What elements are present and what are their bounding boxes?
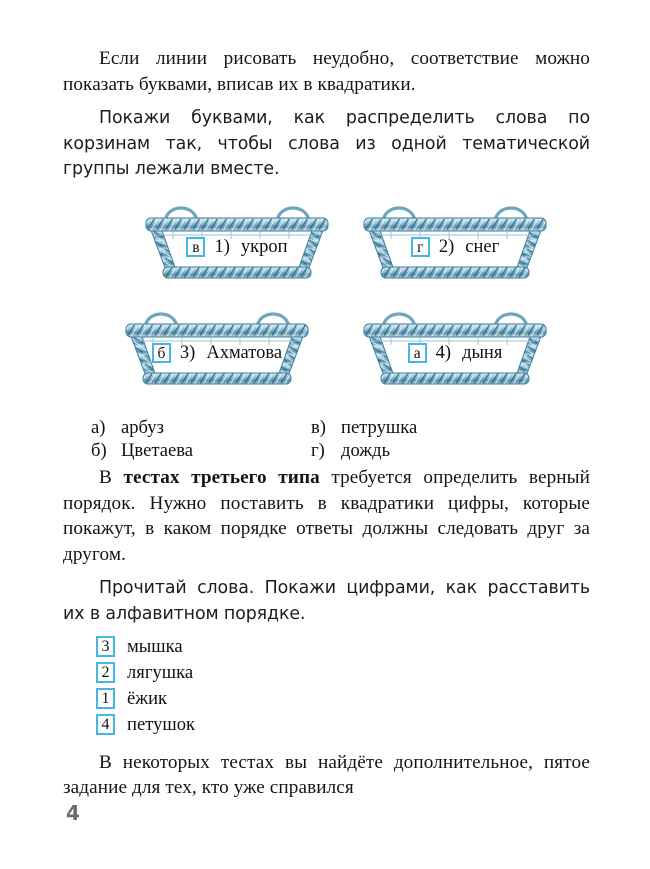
basket-1-letter-box[interactable]: в xyxy=(186,237,205,257)
basket-2-word: снег xyxy=(465,236,500,257)
basket-2-letter-box[interactable]: г xyxy=(411,237,430,257)
word-number-box[interactable]: 4 xyxy=(96,714,115,735)
list-item[interactable] xyxy=(96,660,590,686)
ordered-word-list xyxy=(63,634,590,738)
option-v-key: в) xyxy=(311,416,326,438)
basket-shape-icon xyxy=(357,301,553,393)
spacer xyxy=(63,183,590,195)
option-a[interactable] xyxy=(91,415,164,440)
answer-options-list xyxy=(63,415,590,465)
basket-4-word: дыня xyxy=(462,342,503,363)
word-label: петушок xyxy=(127,713,196,735)
basket-row-top xyxy=(63,195,590,301)
spacer xyxy=(63,97,590,106)
option-g[interactable] xyxy=(311,438,390,463)
paragraph-task-alphabetical: Прочитай слова. Покажи цифрами, как расставить их в алфавитном порядке. xyxy=(63,578,590,624)
basket-illustration-group xyxy=(63,195,590,407)
basket-1-word: укроп xyxy=(240,236,288,257)
option-v[interactable] xyxy=(311,415,417,440)
page-number: 4 xyxy=(66,801,80,825)
basket-4-letter-box[interactable]: а xyxy=(408,343,427,363)
spacer xyxy=(63,738,590,750)
list-item[interactable] xyxy=(96,634,590,660)
option-g-key: г) xyxy=(311,439,325,461)
paragraph-fifth-task: В некоторых тестах вы найдёте дополнительное, пятое задание для тех, кто уже справился xyxy=(63,751,590,799)
word-label: лягушка xyxy=(127,661,194,683)
basket-1-number: 1) xyxy=(214,236,230,257)
basket-3[interactable] xyxy=(119,301,315,393)
basket-row-bottom xyxy=(63,301,590,407)
paragraph-intro-letters: Если линии рисовать неудобно, соответствие можно показать буквами, вписав их в квадратики. xyxy=(63,48,590,95)
option-b-key: б) xyxy=(91,439,107,461)
basket-3-number: 3) xyxy=(179,342,196,363)
basket-3-letter-box[interactable]: б xyxy=(152,343,171,363)
page-content xyxy=(63,46,590,801)
p3-pre: В xyxy=(99,466,124,488)
p3-bold-phrase: тестах третьего типа xyxy=(123,466,320,488)
word-number-box[interactable]: 3 xyxy=(96,636,115,657)
option-a-key: а) xyxy=(91,416,106,438)
option-g-word: дождь xyxy=(341,439,391,461)
option-a-word: арбуз xyxy=(121,416,164,438)
basket-shape-icon xyxy=(119,301,315,393)
word-number-box[interactable]: 2 xyxy=(96,662,115,683)
word-label: ёжик xyxy=(127,687,168,709)
word-number-box[interactable]: 1 xyxy=(96,688,115,709)
list-item[interactable] xyxy=(96,712,590,738)
option-b-word: Цветаева xyxy=(121,439,193,461)
basket-4-number: 4) xyxy=(435,342,452,363)
basket-shape-icon xyxy=(357,195,553,287)
option-b[interactable] xyxy=(91,438,193,463)
basket-2-number: 2) xyxy=(438,236,455,257)
basket-shape-icon xyxy=(139,195,335,287)
list-item[interactable] xyxy=(96,686,590,712)
spacer xyxy=(63,567,590,576)
p3-post: требуется определить верный порядок. Нужно поставить в квадратики цифры, которые покажут, в каком порядке ответы должны следовать друг за другом. xyxy=(63,466,590,565)
option-v-word: петрушка xyxy=(341,416,418,438)
paragraph-third-type-tests xyxy=(63,465,590,567)
paragraph-task-baskets: Покажи буквами, как распределить слова по корзинам так, чтобы слова из одной тематической группы лежали вместе. xyxy=(63,108,590,180)
basket-2[interactable] xyxy=(357,195,553,287)
basket-3-word: Ахматова xyxy=(206,342,283,363)
basket-4[interactable] xyxy=(357,301,553,393)
basket-1[interactable] xyxy=(139,195,335,287)
word-label: мышка xyxy=(127,635,183,657)
